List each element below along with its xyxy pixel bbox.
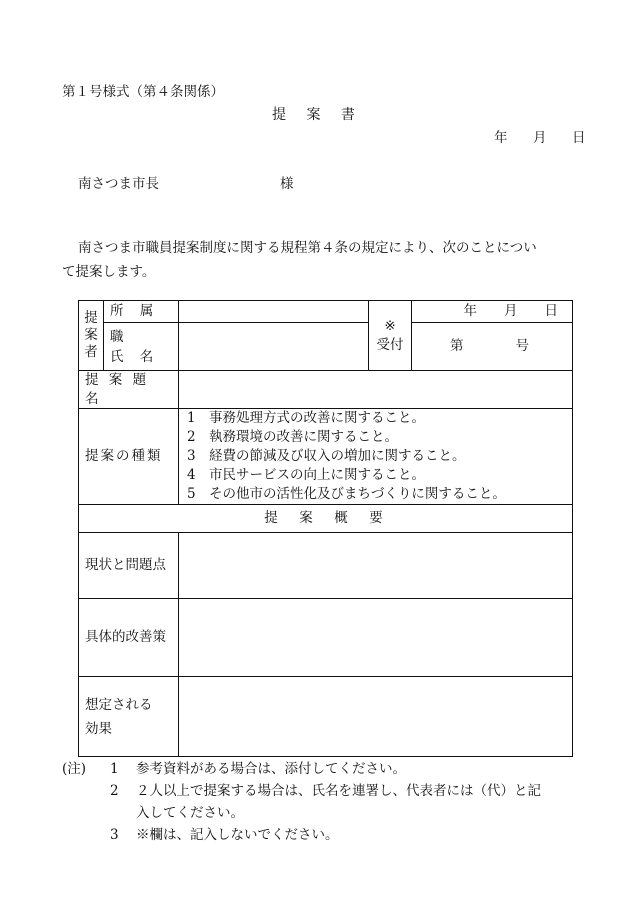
- document-title: 提 案 書: [272, 107, 363, 123]
- form-number: 第１号様式（第４条関係）: [62, 84, 224, 100]
- subject-field[interactable]: [179, 371, 573, 409]
- type-item-3[interactable]: 3 経費の節減及び収入の増加に関すること。: [187, 448, 466, 464]
- current-issues-field[interactable]: [179, 533, 573, 599]
- note-2-continued: 入してください。: [136, 805, 244, 821]
- notes: [62, 758, 541, 846]
- job-name-field[interactable]: [179, 323, 369, 371]
- date-line: 年 月 日: [494, 130, 592, 146]
- summary-header: 提 案 概 要: [79, 505, 573, 533]
- proposal-form-table: [78, 300, 573, 757]
- honorific: 様: [280, 176, 294, 192]
- job-name-label: 職 氏 名: [104, 323, 179, 371]
- type-item-4[interactable]: 4 市民サービスの向上に関すること。: [187, 467, 425, 483]
- receipt-number: 第 号: [412, 323, 573, 371]
- receipt-label: ※ 受付: [369, 301, 412, 371]
- type-item-5[interactable]: 5 その他市の活性化及びまちづくりに関すること。: [187, 486, 506, 502]
- note-2: 2 ２人以上で提案する場合は、氏名を連署し、代表者には（代）と記: [110, 783, 541, 799]
- note-3: 3 ※欄は、記入しないでください。: [110, 827, 339, 843]
- expected-effect-field[interactable]: [179, 677, 573, 757]
- addressee: 南さつま市長: [78, 176, 159, 192]
- improvement-plan-field[interactable]: [179, 599, 573, 677]
- improvement-plan-label: 具体的改善策: [79, 599, 179, 677]
- type-label: 提案の種類: [79, 409, 179, 505]
- affiliation-field[interactable]: [179, 301, 369, 323]
- proposer-label: 提 案 者: [79, 301, 104, 371]
- intro-line-2: て提案します。: [62, 264, 156, 280]
- type-item-1[interactable]: 1 事務処理方式の改善に関すること。: [187, 410, 425, 426]
- intro-line-1: 南さつま市職員提案制度に関する規程第４条の規定により、次のことについ: [78, 240, 537, 256]
- receipt-date: 年 月 日: [412, 301, 573, 323]
- note-1: (注) 1 参考資料がある場合は、添付してください。: [62, 761, 406, 777]
- expected-effect-label: 想定される 効果: [79, 677, 179, 757]
- type-list: [179, 409, 573, 505]
- current-issues-label: 現状と問題点: [79, 533, 179, 599]
- type-item-2[interactable]: 2 執務環境の改善に関すること。: [187, 429, 398, 445]
- affiliation-label: 所 属: [104, 301, 179, 323]
- subject-label: 提 案 題 名: [79, 371, 179, 409]
